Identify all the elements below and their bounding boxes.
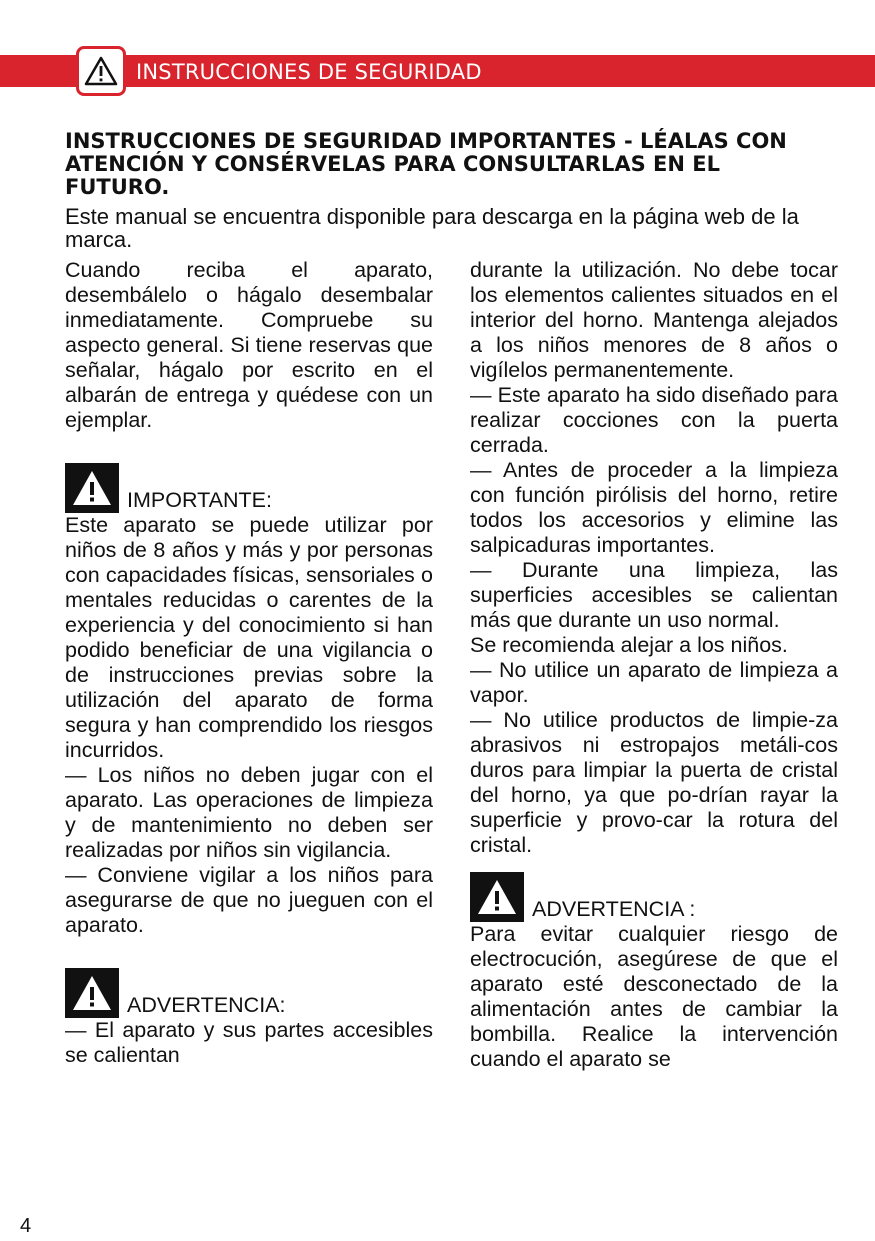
- right-paragraph-5: Se recomienda alejar a los niños.: [470, 633, 788, 657]
- right-paragraph-4: — Durante una limpieza, las superficies accesibles se calientan más que durante un uso normal.: [470, 558, 838, 632]
- intro-text: Este manual se encuentra disponible para descarga en la página web de la marca.: [65, 204, 799, 252]
- left-paragraph-3: — Los niños no deben jugar con el aparato. Las operaciones de limpieza y de mantenimiento no deben ser realizadas por niños sin vigilancia.: [65, 763, 433, 862]
- important-heading: [65, 463, 433, 513]
- warning-triangle-icon: [84, 56, 118, 86]
- warning-label-right: ADVERTENCIA :: [532, 897, 696, 921]
- important-label: IMPORTANTE:: [127, 488, 272, 512]
- left-paragraph-4: — Conviene vigilar a los niños para asegurarse de que no jueguen con el aparato.: [65, 863, 433, 937]
- right-paragraph-3: — Antes de proceder a la limpieza con función pirólisis del horno, retire todos los accesorios y elimine las salpicaduras importantes.: [470, 458, 838, 557]
- right-paragraph-1: durante la utilización. No debe tocar los elementos calientes situados en el interior del horno. Mantenga alejados a los niños menores de 8 años o vigílelos permanentemente.: [470, 258, 838, 382]
- warning-heading-right: [470, 872, 838, 922]
- main-heading: INSTRUCCIONES DE SEGURIDAD IMPORTANTES - LÉALAS CON ATENCIÓN Y CONSÉRVELAS PARA CONSULTARLAS EN EL FUTURO.: [65, 129, 787, 199]
- left-paragraph-1: Cuando reciba el aparato, desembálelo o hágalo desembalar inmediatamente. Compruebe su aspecto general. Si tiene reservas que señalar, hágalo por escrito en el albarán de entrega y quédese con un ejemplar.: [65, 258, 433, 432]
- right-paragraph-2: — Este aparato ha sido diseñado para realizar cocciones con la puerta cerrada.: [470, 383, 838, 457]
- warning-icon: [470, 872, 524, 922]
- right-paragraph-8: Para evitar cualquier riesgo de electrocución, asegúrese de que el aparato esté desconectado de la alimentación antes de cambiar la bombilla. Realice la intervención cuando el aparato se: [470, 922, 838, 1071]
- header-title: INSTRUCCIONES DE SEGURIDAD: [136, 60, 482, 84]
- warning-icon: [65, 968, 119, 1018]
- page-number: 4: [20, 1215, 32, 1237]
- right-column: [470, 258, 838, 1072]
- warning-heading-left: [65, 968, 433, 1018]
- header-warning-badge: [76, 46, 126, 96]
- warning-icon: [65, 463, 119, 513]
- right-paragraph-6: — No utilice un aparato de limpieza a vapor.: [470, 658, 838, 707]
- right-paragraph-7: — No utilice productos de limpie-za abrasivos ni estropajos metáli-cos duros para limpiar la puerta de cristal del horno, ya que po-drían rayar la superficie y provo-car la rotura del cristal.: [470, 708, 838, 857]
- left-column: [65, 258, 433, 1068]
- warning-label-left: ADVERTENCIA:: [127, 993, 286, 1017]
- left-paragraph-5: — El aparato y sus partes accesibles se calientan: [65, 1018, 433, 1067]
- left-paragraph-2: Este aparato se puede utilizar por niños de 8 años y más y por personas con capacidades físicas, sensoriales o mentales reducidas o carentes de la experiencia y del conocimiento si han podido beneficiar de una vigilancia o de instrucciones previas sobre la utilización del aparato de forma segura y han comprendido los riesgos incurridos.: [65, 513, 433, 762]
